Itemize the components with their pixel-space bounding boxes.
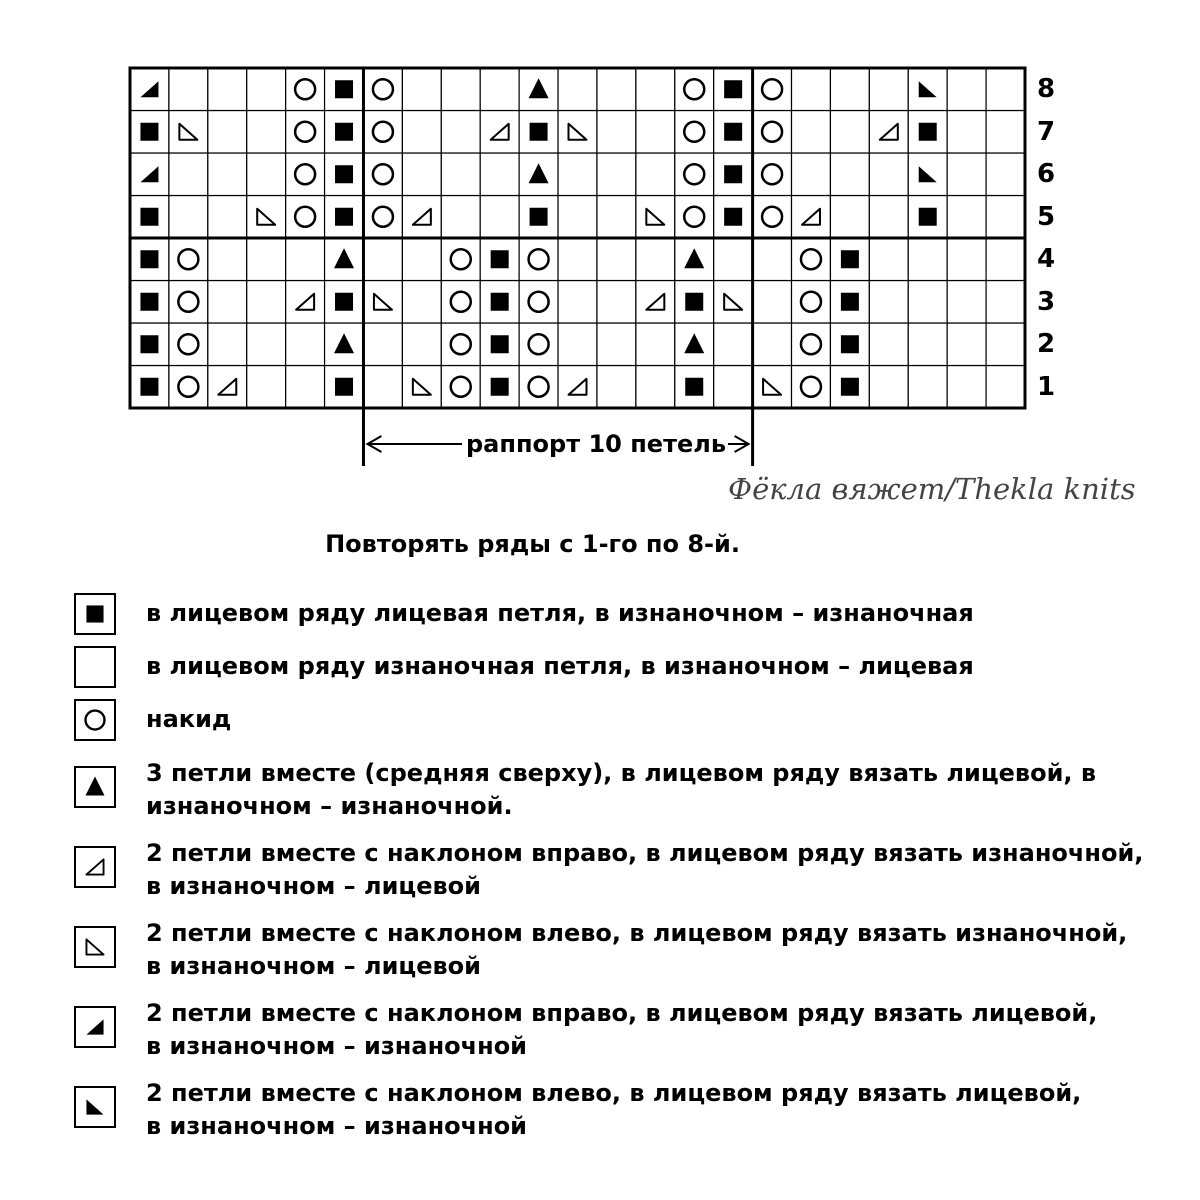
chart-cell	[169, 68, 208, 111]
chart-cell	[753, 366, 792, 409]
chart-cell	[325, 281, 364, 324]
chart-cell	[402, 153, 441, 196]
chart-cell	[441, 366, 480, 409]
chart-cell	[714, 68, 753, 111]
chart-cell	[675, 68, 714, 111]
chart-cell	[947, 111, 986, 154]
knit-square-icon	[335, 165, 353, 183]
knit-square-icon	[335, 293, 353, 311]
knit-square-icon	[841, 378, 859, 396]
chart-cell	[208, 153, 247, 196]
chart-cell	[519, 323, 558, 366]
chart-cell	[441, 281, 480, 324]
chart-cell	[247, 196, 286, 239]
legend-symbol-box	[74, 926, 116, 968]
chart-cell	[908, 238, 947, 281]
watermark: Фёкла вяжет/Thekla knits	[728, 472, 1136, 506]
chart-cell	[714, 281, 753, 324]
chart-cell	[169, 111, 208, 154]
row-number: 5	[1037, 201, 1056, 232]
chart-cell	[869, 238, 908, 281]
knit-square-icon	[335, 378, 353, 396]
chart-cell	[636, 366, 675, 409]
knit-square-icon	[724, 165, 742, 183]
chart-cell	[908, 111, 947, 154]
knit-square-icon	[919, 208, 937, 226]
chart-cell	[325, 238, 364, 281]
chart-cell	[208, 366, 247, 409]
knit-square-icon	[140, 335, 158, 353]
chart-cell	[519, 196, 558, 239]
chart-cell	[558, 68, 597, 111]
chart-cell	[208, 238, 247, 281]
knit-square-icon	[140, 378, 158, 396]
chart-cell	[130, 238, 169, 281]
row-number: 8	[1037, 74, 1056, 105]
chart-cell	[830, 366, 869, 409]
chart-cell	[636, 68, 675, 111]
chart-cell	[558, 196, 597, 239]
chart-cell	[753, 238, 792, 281]
knit-square-icon	[491, 335, 509, 353]
chart-cell	[325, 111, 364, 154]
row-number: 2	[1037, 329, 1056, 360]
row-number: 7	[1037, 116, 1056, 147]
repeat-label: раппорт 10 петель	[466, 430, 727, 458]
chart-cell	[636, 153, 675, 196]
legend-symbol-box	[74, 1086, 116, 1128]
chart-cell	[402, 281, 441, 324]
chart-cell	[830, 323, 869, 366]
chart-cell	[947, 153, 986, 196]
chart-cell	[597, 111, 636, 154]
knit-square-icon	[724, 123, 742, 141]
chart-cell	[130, 153, 169, 196]
chart-cell	[753, 196, 792, 239]
chart-cell	[325, 323, 364, 366]
chart-cell	[597, 238, 636, 281]
chart-cell	[636, 196, 675, 239]
chart-cell	[714, 153, 753, 196]
chart-cell	[597, 153, 636, 196]
chart-cell	[830, 153, 869, 196]
chart-cell	[286, 111, 325, 154]
chart-cell	[636, 238, 675, 281]
chart-cell	[908, 196, 947, 239]
chart-cell	[753, 153, 792, 196]
chart-cell	[558, 366, 597, 409]
chart-cell	[286, 238, 325, 281]
chart-cell	[286, 68, 325, 111]
chart-cell	[597, 196, 636, 239]
legend-text: накид	[146, 705, 232, 733]
chart-cell	[714, 111, 753, 154]
yarn-over-icon	[86, 711, 105, 730]
repeat-arrow-left-icon	[367, 436, 462, 452]
chart-cell	[714, 238, 753, 281]
knit-square-icon	[140, 293, 158, 311]
legend-symbol-box	[74, 846, 116, 888]
chart-cell	[325, 366, 364, 409]
chart-cell	[558, 323, 597, 366]
chart-cell	[830, 238, 869, 281]
chart-cell	[908, 323, 947, 366]
chart-cell	[597, 68, 636, 111]
chart-cell	[363, 196, 402, 239]
chart-cell	[247, 68, 286, 111]
chart-cell	[986, 281, 1025, 324]
chart-cell	[675, 323, 714, 366]
chart-cell	[402, 196, 441, 239]
knit-square-icon	[841, 250, 859, 268]
chart-cell	[363, 238, 402, 281]
knit-square-icon	[530, 123, 548, 141]
chart-cell	[169, 281, 208, 324]
chart-cell	[986, 68, 1025, 111]
chart-cell	[363, 153, 402, 196]
chart-cell	[286, 196, 325, 239]
chart-cell	[480, 196, 519, 239]
chart-cell	[869, 196, 908, 239]
legend-text: 2 петли вместе с наклоном влево, в лицевом ряду вязать изнаночной, в изнаночном – лицевой	[146, 919, 1128, 980]
chart-cell	[792, 366, 831, 409]
left-lean-outline-icon	[86, 939, 103, 954]
knit-square-icon	[724, 80, 742, 98]
chart-cell	[636, 323, 675, 366]
knit-square-icon	[335, 80, 353, 98]
knit-square-icon	[724, 208, 742, 226]
chart-cell	[402, 238, 441, 281]
chart-cell	[325, 153, 364, 196]
chart-cell	[947, 323, 986, 366]
legend-text: 2 петли вместе с наклоном вправо, в лицевом ряду вязать лицевой, в изнаночном – изнаночной	[146, 999, 1098, 1060]
chart-cell	[286, 366, 325, 409]
knit-square-icon	[491, 250, 509, 268]
chart-cell	[597, 323, 636, 366]
knit-square-icon	[530, 208, 548, 226]
chart-cell	[363, 366, 402, 409]
chart-cell	[363, 323, 402, 366]
chart-cell	[908, 68, 947, 111]
chart-cell	[636, 111, 675, 154]
chart-cell	[830, 111, 869, 154]
chart-cell	[325, 68, 364, 111]
knit-square-icon	[335, 208, 353, 226]
chart-cell	[441, 153, 480, 196]
chart-cell	[792, 196, 831, 239]
instruction-text: Повторять ряды с 1-го по 8-й.	[325, 530, 740, 558]
chart-cell	[519, 68, 558, 111]
chart-cell	[753, 281, 792, 324]
chart-cell	[441, 196, 480, 239]
chart-cell	[169, 323, 208, 366]
chart-cell	[130, 68, 169, 111]
chart-cell	[247, 111, 286, 154]
chart-cell	[908, 153, 947, 196]
chart-cell	[675, 366, 714, 409]
chart-cell	[208, 196, 247, 239]
chart-cell	[402, 323, 441, 366]
chart-cell	[986, 323, 1025, 366]
chart-cell	[986, 366, 1025, 409]
legend-text: 2 петли вместе с наклоном влево, в лицевом ряду вязать лицевой, в изнаночном – изнаночной	[146, 1079, 1082, 1140]
chart-cell	[247, 153, 286, 196]
knitting-chart	[0, 0, 1200, 470]
chart-cell	[986, 196, 1025, 239]
chart-cell	[247, 238, 286, 281]
chart-cell	[947, 68, 986, 111]
knit-square-icon	[491, 378, 509, 396]
chart-cell	[558, 153, 597, 196]
legend-symbol-box	[74, 646, 116, 688]
knit-square-icon	[86, 605, 103, 622]
chart-cell	[947, 366, 986, 409]
chart-cell	[714, 196, 753, 239]
row-number: 3	[1037, 286, 1056, 317]
chart-cell	[519, 153, 558, 196]
chart-cell	[480, 238, 519, 281]
chart-cell	[636, 281, 675, 324]
chart-cell	[869, 111, 908, 154]
knit-square-icon	[140, 208, 158, 226]
chart-cell	[558, 111, 597, 154]
chart-cell	[363, 281, 402, 324]
chart-cell	[480, 68, 519, 111]
knit-square-icon	[841, 293, 859, 311]
chart-cell	[480, 111, 519, 154]
chart-cell	[675, 111, 714, 154]
chart-cell	[441, 238, 480, 281]
chart-cell	[480, 281, 519, 324]
knit-square-icon	[919, 123, 937, 141]
chart-cell	[130, 366, 169, 409]
chart-cell	[986, 153, 1025, 196]
chart-cell	[169, 238, 208, 281]
legend-symbol-box	[74, 593, 116, 635]
knit-square-icon	[491, 293, 509, 311]
chart-cell	[597, 366, 636, 409]
knit-square-icon	[685, 293, 703, 311]
chart-cell	[753, 68, 792, 111]
chart-cell	[441, 111, 480, 154]
chart-cell	[869, 323, 908, 366]
right-lean-filled-icon	[86, 1019, 103, 1034]
chart-cell	[908, 366, 947, 409]
chart-cell	[325, 196, 364, 239]
chart-cell	[675, 196, 714, 239]
knit-square-icon	[140, 123, 158, 141]
chart-cell	[792, 238, 831, 281]
chart-cell	[441, 68, 480, 111]
chart-cell	[714, 366, 753, 409]
chart-cell	[130, 281, 169, 324]
chart-cell	[519, 366, 558, 409]
chart-cell	[208, 68, 247, 111]
chart-cell	[830, 281, 869, 324]
chart-cell	[247, 366, 286, 409]
chart-cell	[441, 323, 480, 366]
chart-cell	[830, 68, 869, 111]
chart-cell	[286, 323, 325, 366]
chart-cell	[208, 323, 247, 366]
chart-cell	[247, 281, 286, 324]
legend-text: 3 петли вместе (средняя сверху), в лицевом ряду вязать лицевой, в изнаночном – изнаночной.	[146, 759, 1097, 820]
chart-cell	[753, 111, 792, 154]
chart-cell	[869, 281, 908, 324]
chart-cell	[986, 238, 1025, 281]
chart-cell	[169, 153, 208, 196]
chart-cell	[130, 196, 169, 239]
chart-cell	[169, 196, 208, 239]
chart-cell	[558, 238, 597, 281]
chart-cell	[247, 323, 286, 366]
chart-cell	[286, 153, 325, 196]
chart-cell	[908, 281, 947, 324]
chart-cell	[675, 281, 714, 324]
chart-cell	[792, 153, 831, 196]
chart-cell	[597, 281, 636, 324]
chart-cell	[792, 68, 831, 111]
chart-cell	[869, 366, 908, 409]
row-number: 4	[1037, 244, 1056, 275]
row-number: 1	[1037, 371, 1056, 402]
chart-cell	[169, 366, 208, 409]
chart-cell	[480, 366, 519, 409]
chart-cell	[402, 68, 441, 111]
knit-square-icon	[335, 123, 353, 141]
chart-cell	[792, 281, 831, 324]
chart-cell	[869, 68, 908, 111]
legend-text: в лицевом ряду лицевая петля, в изнаночном – изнаночная	[146, 599, 974, 627]
knit-square-icon	[685, 378, 703, 396]
chart-cell	[675, 153, 714, 196]
chart-cell	[130, 111, 169, 154]
chart-cell	[792, 323, 831, 366]
triangle-icon	[86, 777, 105, 796]
chart-cell	[986, 111, 1025, 154]
knit-square-icon	[841, 335, 859, 353]
chart-cell	[947, 196, 986, 239]
chart-cell	[792, 111, 831, 154]
chart-cell	[363, 111, 402, 154]
chart-cell	[869, 153, 908, 196]
chart-cell	[208, 281, 247, 324]
legend-text: в лицевом ряду изнаночная петля, в изнаночном – лицевая	[146, 652, 974, 680]
chart-cell	[675, 238, 714, 281]
chart-cell	[480, 153, 519, 196]
chart-cell	[714, 323, 753, 366]
chart-cell	[558, 281, 597, 324]
right-lean-outline-icon	[86, 859, 103, 874]
chart-cell	[519, 238, 558, 281]
chart-cell	[402, 111, 441, 154]
chart-cell	[753, 323, 792, 366]
legend-symbol-box	[74, 699, 116, 741]
left-lean-filled-icon	[86, 1099, 103, 1114]
chart-cell	[480, 323, 519, 366]
knit-square-icon	[140, 250, 158, 268]
legend-symbol-box	[74, 1006, 116, 1048]
chart-cell	[402, 366, 441, 409]
chart-cell	[947, 281, 986, 324]
repeat-arrow-right-icon	[728, 436, 749, 452]
chart-cell	[830, 196, 869, 239]
chart-cell	[208, 111, 247, 154]
chart-cell	[519, 281, 558, 324]
row-number: 6	[1037, 159, 1056, 190]
legend-symbol-box	[74, 766, 116, 808]
chart-cell	[363, 68, 402, 111]
legend-text: 2 петли вместе с наклоном вправо, в лицевом ряду вязать изнаночной, в изнаночном – лицевой	[146, 839, 1144, 900]
chart-cell	[947, 238, 986, 281]
chart-cell	[519, 111, 558, 154]
chart-cell	[130, 323, 169, 366]
chart-cell	[286, 281, 325, 324]
